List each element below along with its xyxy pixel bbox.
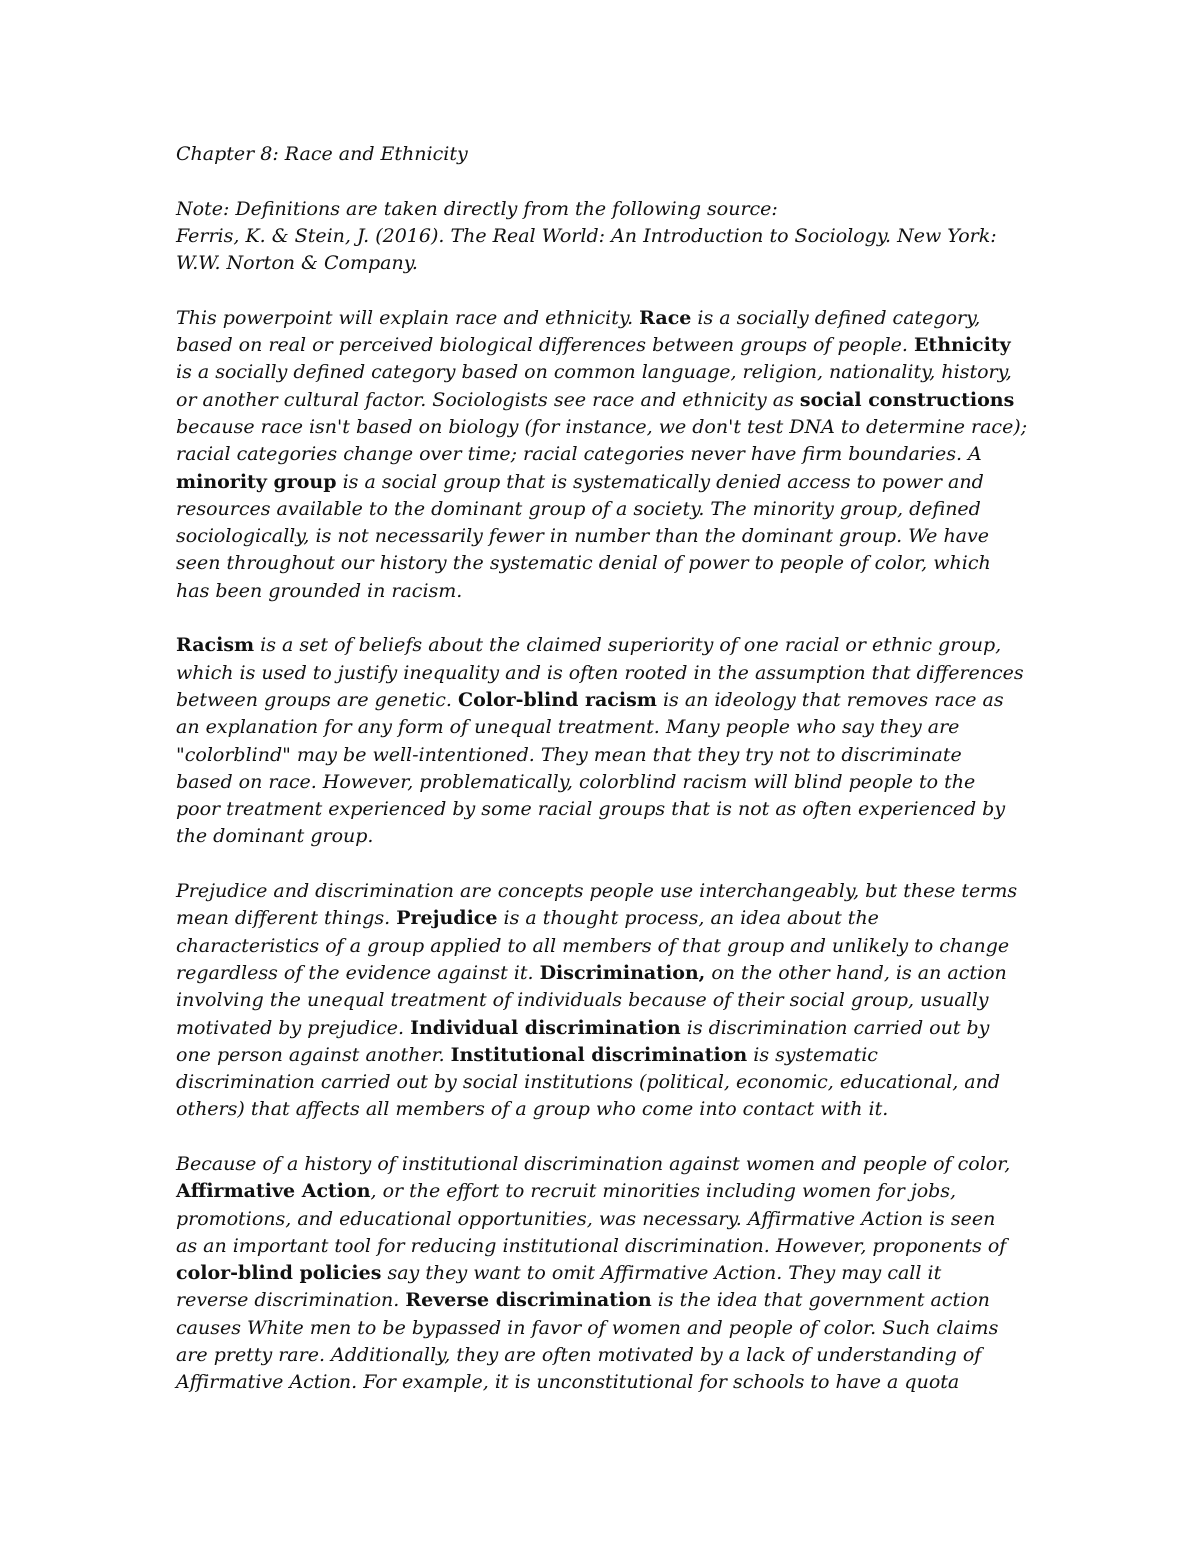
term-social-constructions: social constructions [799, 388, 1015, 411]
term-color-blind-policies: color-blind policies [176, 1262, 382, 1285]
paragraph-prejudice-discrimination [176, 878, 1036, 1124]
document-page [176, 141, 1036, 1397]
term-individual-discrimination: Individual discrimination [410, 1016, 681, 1039]
note-line: Note: Definitions are taken directly from the following source: [176, 197, 778, 220]
citation-line: W.W. Norton & Company. [176, 252, 418, 275]
text-line: Racism is a set of beliefs about the claimed superiority of one racial or ethnic group, [176, 634, 1002, 657]
text-line: an explanation for any form of unequal treatment. Many people who say they are [176, 716, 960, 739]
text-line: color-blind policies say they want to omit Affirmative Action. They may call it [176, 1262, 942, 1285]
source-note [176, 196, 1036, 278]
text-line: seen throughout our history the systematic denial of power to people of color, which [176, 552, 991, 575]
text-line: sociologically, is not necessarily fewer in number than the dominant group. We have [176, 525, 989, 548]
text-line: Affirmative Action, or the effort to recruit minorities including women for jobs, [176, 1180, 957, 1203]
text-line: reverse discrimination. Reverse discrimination is the idea that government action [176, 1289, 990, 1312]
paragraph-race-ethnicity [176, 305, 1036, 605]
text-line: poor treatment experienced by some racial groups that is not as often experienced by [176, 798, 1006, 821]
text-line: characteristics of a group applied to all members of that group and unlikely to change [176, 934, 1010, 957]
text-line: regardless of the evidence against it. Discrimination, on the other hand, is an action [176, 961, 1007, 984]
text-line: based on race. However, problematically, colorblind racism will blind people to the [176, 770, 976, 793]
text-line: promotions, and educational opportunities, was necessary. Affirmative Action is seen [176, 1207, 996, 1230]
text-line: based on real or perceived biological differences between groups of people. Ethnicity [176, 334, 1011, 357]
text-line: minority group is a social group that is systematically denied access to power and [176, 470, 984, 493]
text-line: Prejudice and discrimination are concepts people use interchangeably, but these terms [176, 880, 1018, 903]
text-line: are pretty rare. Additionally, they are often motivated by a lack of understanding of [176, 1344, 982, 1367]
text-line: involving the unequal treatment of individuals because of their social group, usually [176, 989, 989, 1012]
term-discrimination: Discrimination, [539, 961, 706, 984]
text-line: racial categories change over time; racial categories never have firm boundaries. A [176, 443, 982, 466]
term-affirmative-action: Affirmative Action [176, 1180, 371, 1203]
text-line: This powerpoint will explain race and ethnicity. Race is a socially defined category, [176, 306, 981, 329]
text-line: the dominant group. [176, 825, 374, 848]
text-line: discrimination carried out by social institutions (political, economic, educational, and [176, 1071, 1001, 1094]
text-line: one person against another. Institutional discrimination is systematic [176, 1043, 878, 1066]
text-line: others) that affects all members of a group who come into contact with it. [176, 1098, 889, 1121]
term-race: Race [639, 306, 692, 329]
term-color-blind-racism: Color-blind racism [457, 688, 657, 711]
term-institutional-discrimination: Institutional discrimination [450, 1043, 748, 1066]
text-line: as an important tool for reducing institutional discrimination. However, proponents of [176, 1234, 1007, 1257]
chapter-title-text: Chapter 8: Race and Ethnicity [176, 143, 468, 165]
term-ethnicity: Ethnicity [913, 334, 1011, 357]
text-line: mean different things. Prejudice is a thought process, an idea about the [176, 907, 879, 930]
text-line: which is used to justify inequality and is often rooted in the assumption that differences [176, 661, 1024, 684]
citation-line: Ferris, K. & Stein, J. (2016). The Real World: An Introduction to Sociology. New York: [176, 224, 997, 247]
text-line: between groups are genetic. Color-blind racism is an ideology that removes race as [176, 688, 1004, 711]
text-line: resources available to the dominant group of a society. The minority group, defined [176, 497, 981, 520]
text-line: because race isn't based on biology (for instance, we don't test DNA to determine race); [176, 415, 1028, 438]
term-reverse-discrimination: Reverse discrimination [405, 1289, 652, 1312]
text-line: has been grounded in racism. [176, 579, 463, 602]
text-line: causes White men to be bypassed in favor of women and people of color. Such claims [176, 1316, 999, 1339]
text-line: Because of a history of institutional discrimination against women and people of color, [176, 1152, 1011, 1175]
paragraph-racism [176, 632, 1036, 850]
text-line: motivated by prejudice. Individual discrimination is discrimination carried out by [176, 1016, 990, 1039]
term-prejudice: Prejudice [396, 907, 498, 930]
text-line: or another cultural factor. Sociologists see race and ethnicity as social constructions [176, 388, 1015, 411]
text-line: Affirmative Action. For example, it is unconstitutional for schools to have a quota [176, 1371, 960, 1394]
term-racism: Racism [176, 634, 255, 657]
text-line: "colorblind" may be well-intentioned. They mean that they try not to discriminate [176, 743, 962, 766]
paragraph-affirmative-action [176, 1151, 1036, 1397]
term-minority-group: minority group [176, 470, 337, 493]
text-line: is a socially defined category based on common language, religion, nationality, history, [176, 361, 1012, 384]
chapter-title [176, 141, 1036, 168]
